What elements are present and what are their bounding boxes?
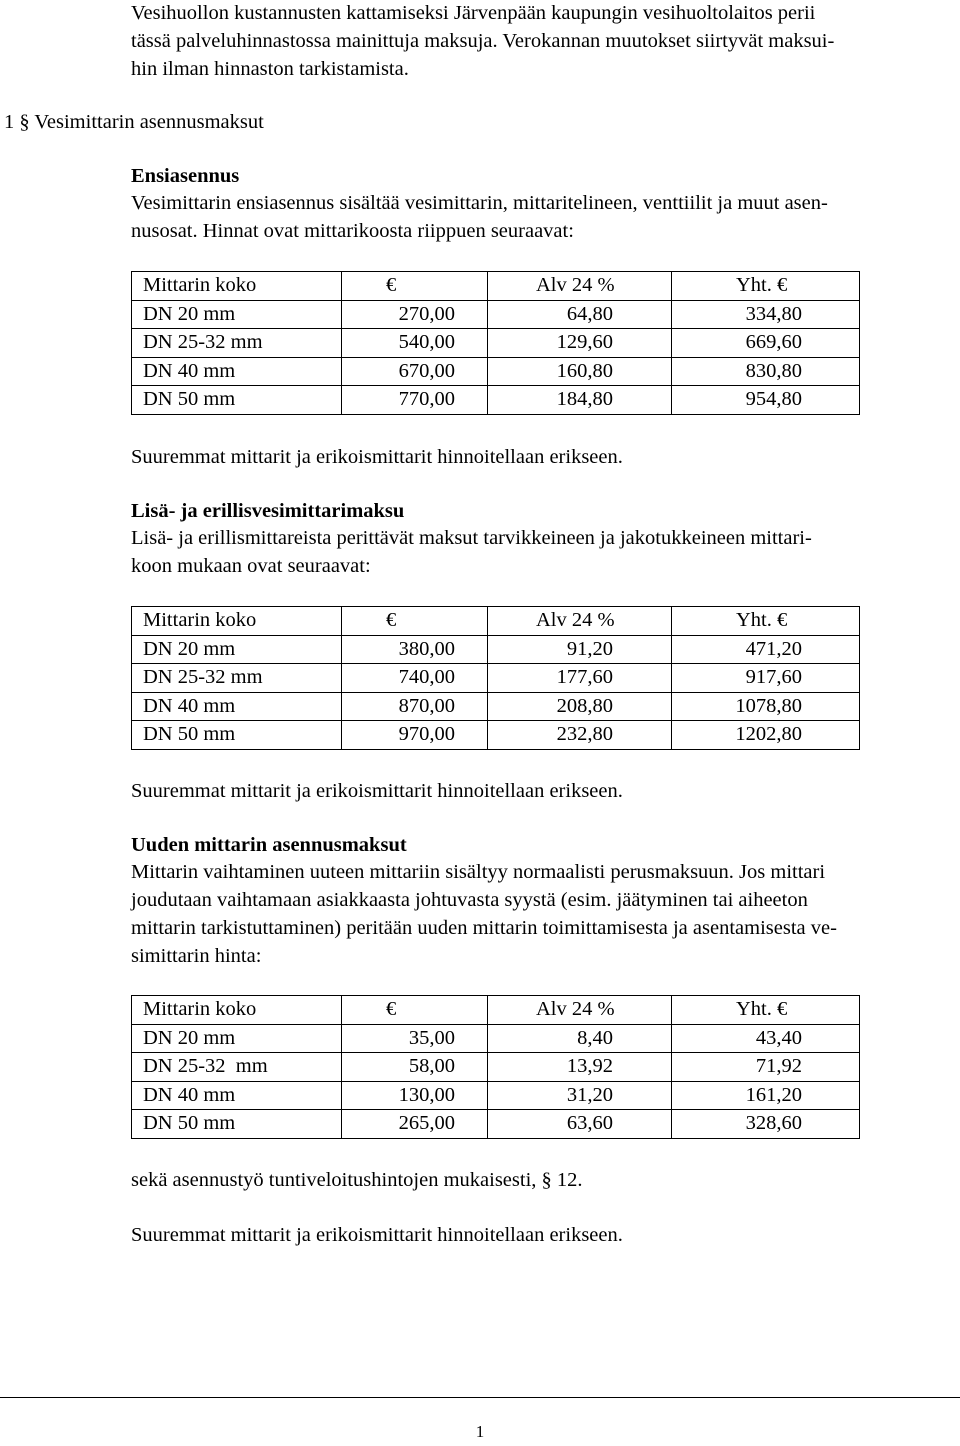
table-row [132,386,860,415]
first-install-heading: Ensiasennus [131,165,240,187]
new-meter-note: Suuremmat mittarit ja erikoismittarit hinnoitellaan erikseen. [131,1224,623,1246]
cell-price: 770,00 [342,386,488,415]
cell-total: 1202,80 [672,721,860,750]
intro-line: hin ilman hinnaston tarkistamista. [131,58,409,80]
cell-total: 71,92 [672,1053,860,1082]
cell-vat: 13,92 [488,1053,672,1082]
header-vat: Alv 24 % [488,272,672,301]
extra-meter-paragraph [131,524,931,580]
extra-meter-price-table [131,606,860,750]
table-header-row [132,607,860,636]
table-row [132,635,860,664]
cell-size: DN 20 mm [132,300,342,329]
cell-vat: 232,80 [488,721,672,750]
section-title: 1 § Vesimittarin asennusmaksut [4,111,264,133]
cell-size: DN 50 mm [132,721,342,750]
header-total: Yht. € [672,996,860,1025]
cell-price: 35,00 [342,1024,488,1053]
header-price: € [342,996,488,1025]
cell-size: DN 25-32 mm [132,1053,342,1082]
table-header-row [132,996,860,1025]
table-header-row [132,272,860,301]
cell-total: 954,80 [672,386,860,415]
page-number: 1 [475,1422,485,1441]
cell-size: DN 20 mm [132,635,342,664]
paragraph-line: joudutaan vaihtamaan asiakkaasta johtuvasta syystä (esim. jäätyminen tai aiheeton [131,889,808,911]
cell-price: 265,00 [342,1110,488,1139]
paragraph-line: nusosat. Hinnat ovat mittarikoosta riippuen seuraavat: [131,220,574,242]
cell-total: 917,60 [672,664,860,693]
table-row [132,329,860,358]
cell-price: 380,00 [342,635,488,664]
paragraph-line: koon mukaan ovat seuraavat: [131,555,371,577]
intro-line: Vesihuollon kustannusten kattamiseksi Järvenpään kaupungin vesihuoltolaitos perii [131,2,816,24]
table-row [132,721,860,750]
table-row [132,664,860,693]
extra-meter-note: Suuremmat mittarit ja erikoismittarit hinnoitellaan erikseen. [131,780,623,802]
cell-price: 58,00 [342,1053,488,1082]
cell-size: DN 50 mm [132,1110,342,1139]
intro-paragraph [131,0,931,83]
cell-price: 130,00 [342,1081,488,1110]
cell-vat: 208,80 [488,692,672,721]
cell-price: 270,00 [342,300,488,329]
cell-vat: 31,20 [488,1081,672,1110]
paragraph-line: Vesimittarin ensiasennus sisältää vesimittarin, mittaritelineen, venttiilit ja muut asen- [131,192,828,214]
paragraph-line: mittarin tarkistuttaminen) peritään uuden mittarin toimittamisesta ja asentamisesta ve- [131,917,837,939]
header-size: Mittarin koko [132,996,342,1025]
cell-size: DN 40 mm [132,1081,342,1110]
cell-total: 161,20 [672,1081,860,1110]
header-vat: Alv 24 % [488,607,672,636]
table-row [132,1053,860,1082]
cell-vat: 184,80 [488,386,672,415]
cell-size: DN 40 mm [132,692,342,721]
first-install-note: Suuremmat mittarit ja erikoismittarit hinnoitellaan erikseen. [131,446,623,468]
cell-vat: 63,60 [488,1110,672,1139]
table-row [132,357,860,386]
new-meter-price-table [131,995,860,1139]
cell-size: DN 25-32 mm [132,329,342,358]
cell-vat: 91,20 [488,635,672,664]
paragraph-line: simittarin hinta: [131,945,262,967]
table-row [132,1081,860,1110]
cell-vat: 129,60 [488,329,672,358]
cell-size: DN 40 mm [132,357,342,386]
cell-vat: 160,80 [488,357,672,386]
header-size: Mittarin koko [132,607,342,636]
table-row [132,300,860,329]
cell-size: DN 25-32 mm [132,664,342,693]
cell-total: 669,60 [672,329,860,358]
cell-price: 740,00 [342,664,488,693]
cell-total: 830,80 [672,357,860,386]
cell-price: 870,00 [342,692,488,721]
table-row [132,692,860,721]
header-total: Yht. € [672,272,860,301]
installation-work-note: sekä asennustyö tuntiveloitushintojen mukaisesti, § 12. [131,1169,583,1191]
table-row [132,1024,860,1053]
table-row [132,1110,860,1139]
cell-price: 540,00 [342,329,488,358]
cell-price: 970,00 [342,721,488,750]
first-install-paragraph [131,189,931,245]
extra-meter-heading: Lisä- ja erillisvesimittarimaksu [131,500,405,522]
paragraph-line: Lisä- ja erillismittareista perittävät maksut tarvikkeineen ja jakotukkeineen mittari- [131,527,812,549]
first-install-price-table [131,271,860,415]
cell-vat: 8,40 [488,1024,672,1053]
cell-total: 43,40 [672,1024,860,1053]
cell-size: DN 50 mm [132,386,342,415]
intro-line: tässä palveluhinnastossa mainittuja maksuja. Verokannan muutokset siirtyvät maksui- [131,30,835,52]
cell-total: 471,20 [672,635,860,664]
cell-price: 670,00 [342,357,488,386]
header-price: € [342,607,488,636]
header-price: € [342,272,488,301]
cell-total: 334,80 [672,300,860,329]
header-total: Yht. € [672,607,860,636]
header-vat: Alv 24 % [488,996,672,1025]
footer-divider [0,1397,960,1398]
new-meter-heading: Uuden mittarin asennusmaksut [131,834,407,856]
paragraph-line: Mittarin vaihtaminen uuteen mittariin sisältyy normaalisti perusmaksuun. Jos mittari [131,861,826,883]
cell-total: 1078,80 [672,692,860,721]
header-size: Mittarin koko [132,272,342,301]
cell-size: DN 20 mm [132,1024,342,1053]
cell-total: 328,60 [672,1110,860,1139]
cell-vat: 64,80 [488,300,672,329]
new-meter-paragraph [131,858,931,970]
cell-vat: 177,60 [488,664,672,693]
